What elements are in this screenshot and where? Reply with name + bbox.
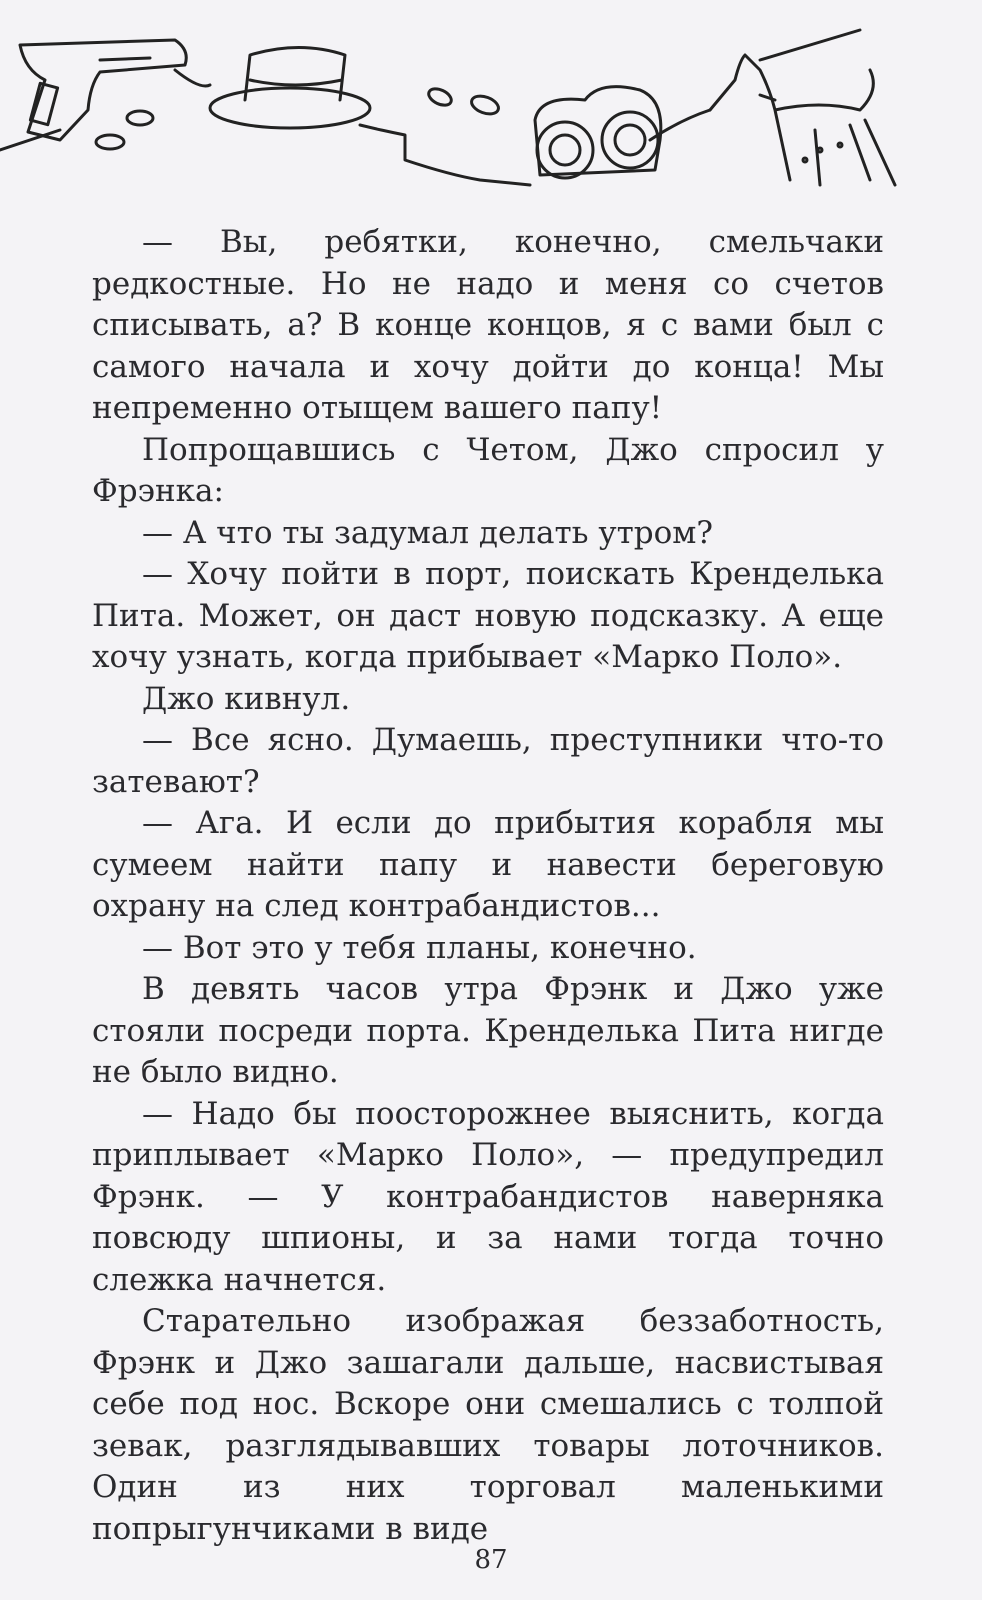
paragraph: — Все ясно. Думаешь, преступники что-то затевают? [92, 722, 884, 800]
paragraph: В девять часов утра Фрэнк и Джо уже стояли посреди порта. Кренделька Пита нигде не было видно. [92, 971, 884, 1090]
paragraph: — Вот это у тебя планы, конечно. [142, 929, 697, 966]
paragraph: — Ага. И если до прибытия корабля мы сумеем найти папу и навести береговую охрану на след контрабандистов... [92, 805, 884, 924]
paragraph: — Надо бы поосторожнее выяснить, когда приплывает «Марко Поло», — предупредил Фрэнк. — У контрабандистов наверняка повсюду шпионы, и за нами тогда точно слежка начнется. [92, 1095, 884, 1298]
dog-icon [710, 55, 895, 185]
binoculars-icon [535, 87, 661, 178]
paragraph: Попрощавшись с Четом, Джо спросил у Фрэнка: [92, 431, 884, 509]
header-illustration [0, 0, 982, 210]
paragraph: Старательно изображая беззаботность, Фрэнк и Джо зашагали дальше, насвистывая себе под нос. Вскоре они смешались с толпой зевак, разглядывавших товары лоточников. Один из них торговал маленькими попрыгунчиками в виде [92, 1303, 884, 1547]
body-text [92, 222, 884, 1550]
paragraph: Джо кивнул. [142, 680, 351, 717]
paragraph: — Вы, ребятки, конечно, смельчаки редкостные. Но не надо и меня со счетов списывать, а? В конце концов, я с вами был с самого начала и хочу дойти до конца! Мы непременно отыщем вашего папу! [92, 224, 884, 426]
page-number: 87 [474, 1545, 508, 1575]
footprints-icon [96, 86, 501, 149]
pistol-icon [20, 40, 186, 140]
hat-icon [210, 48, 370, 129]
paragraph: — А что ты задумал делать утром? [142, 514, 714, 551]
paragraph: — Хочу пойти в порт, поискать Кренделька Пита. Может, он даст новую подсказку. А еще хочу узнать, когда прибывает «Марко Поло». [92, 556, 884, 675]
